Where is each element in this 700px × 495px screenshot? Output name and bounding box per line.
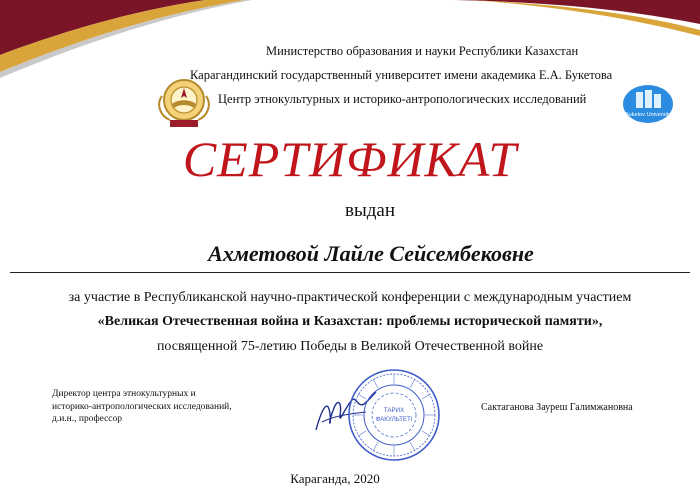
signer-name: Сактаганова Зауреш Галимжановна (481, 402, 633, 413)
university-emblem-logo (154, 74, 214, 130)
center-line: Центр этнокультурных и историко-антропологических исследований (218, 92, 587, 106)
director-line-3: д.и.н., профессор (52, 414, 123, 424)
university-line: Карагандинский государственный университет имени академика Е.А. Букетова (190, 68, 613, 82)
buketov-logo-text: Buketov University (624, 112, 672, 118)
director-line-1: Директор центра этнокультурных и (52, 389, 196, 399)
participation-text: за участие в Республиканской научно-практической конференции с международным участием (68, 290, 632, 305)
director-title (52, 388, 232, 426)
certificate-title: СЕРТИФИКАТ (182, 131, 518, 187)
buketov-university-logo (622, 84, 674, 124)
stamp-inner-text: ТАРИХ (383, 407, 405, 414)
ministry-line: Министерство образования и науки Республики Казахстан (266, 44, 579, 58)
buketov-logo-graphic (622, 84, 674, 124)
director-line-2: историко-антропологических исследований, (52, 401, 232, 412)
conference-title: «Великая Отечественная война и Казахстан: проблемы исторической памяти», (97, 314, 603, 329)
issued-label: выдан (344, 200, 395, 221)
dedication-text: посвященной 75-летию Победы в Великой Отечественной войне (156, 339, 544, 354)
official-stamp (346, 368, 442, 462)
divider-line (10, 272, 690, 273)
place-and-year: Караганда, 2020 (290, 471, 380, 486)
recipient-name: Ахметовой Лайле Сейсембековне (208, 241, 534, 266)
stamp-inner-text-2: ФАКУЛЬТЕТІ (375, 416, 413, 423)
